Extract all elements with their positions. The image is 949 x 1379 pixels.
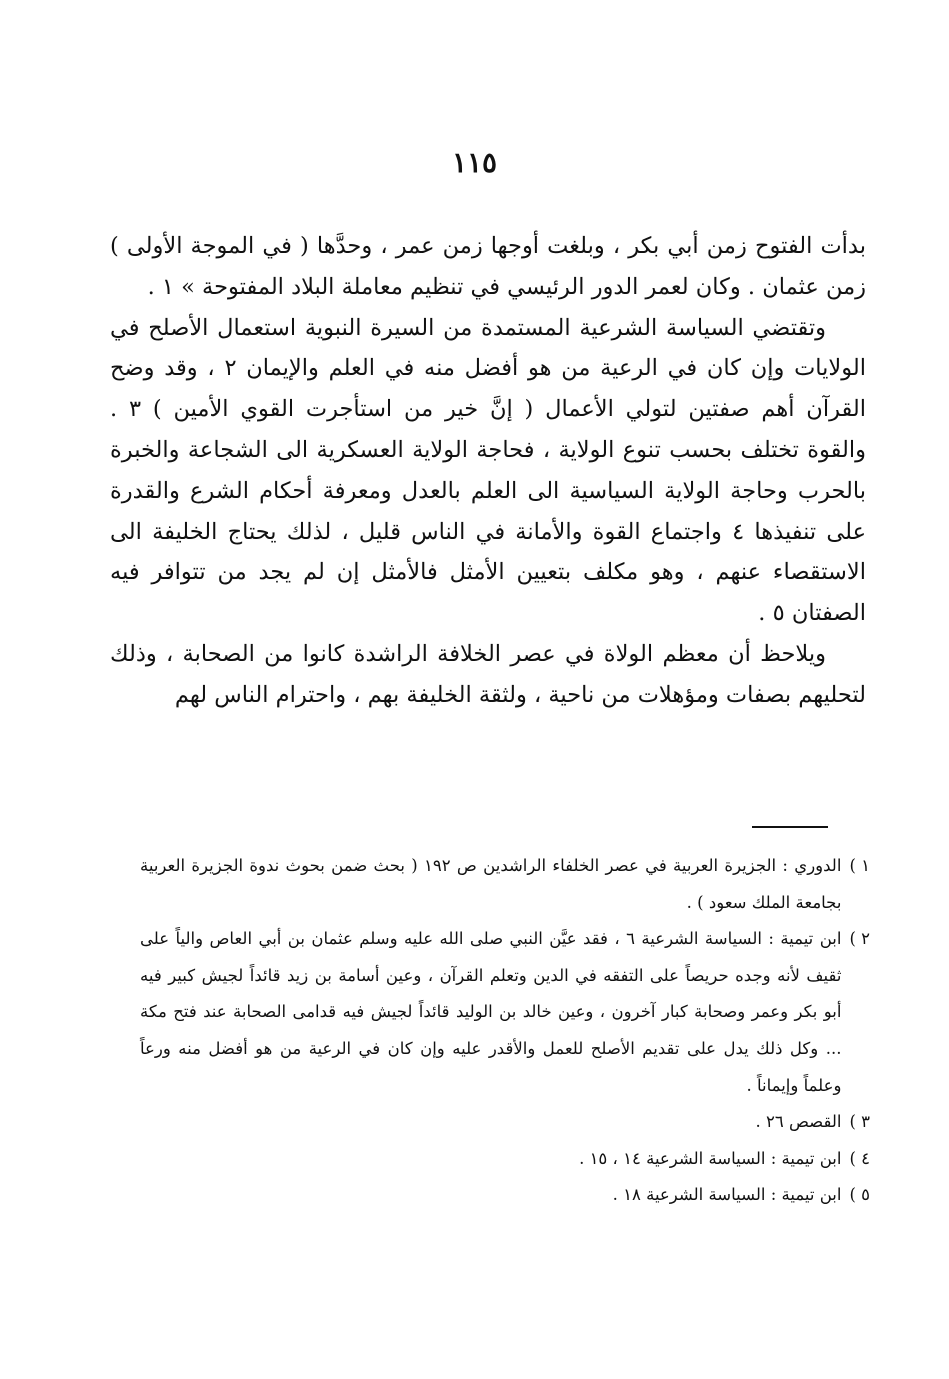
paragraph: ويلاحظ أن معظم الولاة في عصر الخلافة الراشدة كانوا من الصحابة ، وذلك لتحليهم بصفات ومؤهلات من ناحية ، ولثقة الخليفة بهم ، واحترام الناس لهم [110, 640, 866, 708]
footnote [140, 848, 870, 921]
body-text [110, 226, 866, 716]
footnote-text: القصص ٢٦ . [755, 1112, 842, 1132]
footnote-text: ابن تيمية : السياسة الشرعية ٦ ، فقد عيَّن النبي صلى الله عليه وسلم عثمان بن أبي العاص والياً على ثقيف لأنه وجده حريصاً على التفقه في الدين وتعلم القرآن ، وعين أسامة بن زيد قائداً لجيش كبير فيه أبو بكر وعمر وصحابة كبار آخرون ، وعين خالد بن الوليد قائداً لجيش فيه قدامى الصحابة عند فتح مكة ... وكل ذلك يدل على تقديم الأصلح للعمل والأقدر عليه وإن كان في الرعية من هو أفضل منه ورعاً وعلماً وإيماناً . [140, 929, 842, 1095]
footnote-number: ٢ ) [849, 929, 870, 949]
footnote-text: الدوري : الجزيرة العربية في عصر الخلفاء الراشدين ص ١٩٢ ( بحث ضمن بحوث ندوة الجزيرة العربية بجامعة الملك سعود ) . [140, 856, 842, 912]
footnote-number: ٥ ) [849, 1185, 870, 1205]
footnote-number: ٤ ) [849, 1148, 870, 1168]
footnote-separator [752, 826, 828, 828]
paragraph: بدأت الفتوح زمن أبي بكر ، وبلغت أوجها زمن عمر ، وحدَّها ( في الموجة الأولى ) زمن عثمان . وكان لعمر الدور الرئيسي في تنظيم معاملة البلاد المفتوحة » ١ . [110, 233, 866, 300]
footnotes [140, 848, 870, 1214]
footnote [140, 921, 870, 1104]
paragraph: وتقتضي السياسة الشرعية المستمدة من السيرة النبوية استعمال الأصلح في الولايات وإن كان في الرعية من هو أفضل منه في العلم والإيمان ٢ ، وقد وضح القرآن أهم صفتين لتولي الأعمال ( إنَّ خير من استأجرت القوي الأمين ) ٣ . والقوة تختلف بحسب تنوع الولاية ، فحاجة الولاية العسكرية الى الشجاعة والخبرة بالحرب وحاجة الولاية السياسية الى العلم بالعدل ومعرفة أحكام الشرع والقدرة على تنفيذها ٤ واجتماع القوة والأمانة في الناس قليل ، لذلك يحتاج الخليفة الى الاستقصاء عنهم ، وهو مكلف بتعيين الأمثل فالأمثل إن لم يجد من تتوافر فيه الصفتان ٥ . [110, 314, 866, 627]
footnote-text: ابن تيمية : السياسة الشرعية ١٤ ، ١٥ . [579, 1148, 842, 1168]
footnote [140, 1177, 870, 1214]
footnote-number: ٣ ) [849, 1112, 870, 1132]
page-number: ١١٥ [451, 146, 498, 179]
footnote [140, 1104, 870, 1141]
footnote [140, 1141, 870, 1178]
footnote-text: ابن تيمية : السياسة الشرعية ١٨ . [612, 1185, 842, 1205]
footnote-number: ١ ) [849, 856, 870, 875]
